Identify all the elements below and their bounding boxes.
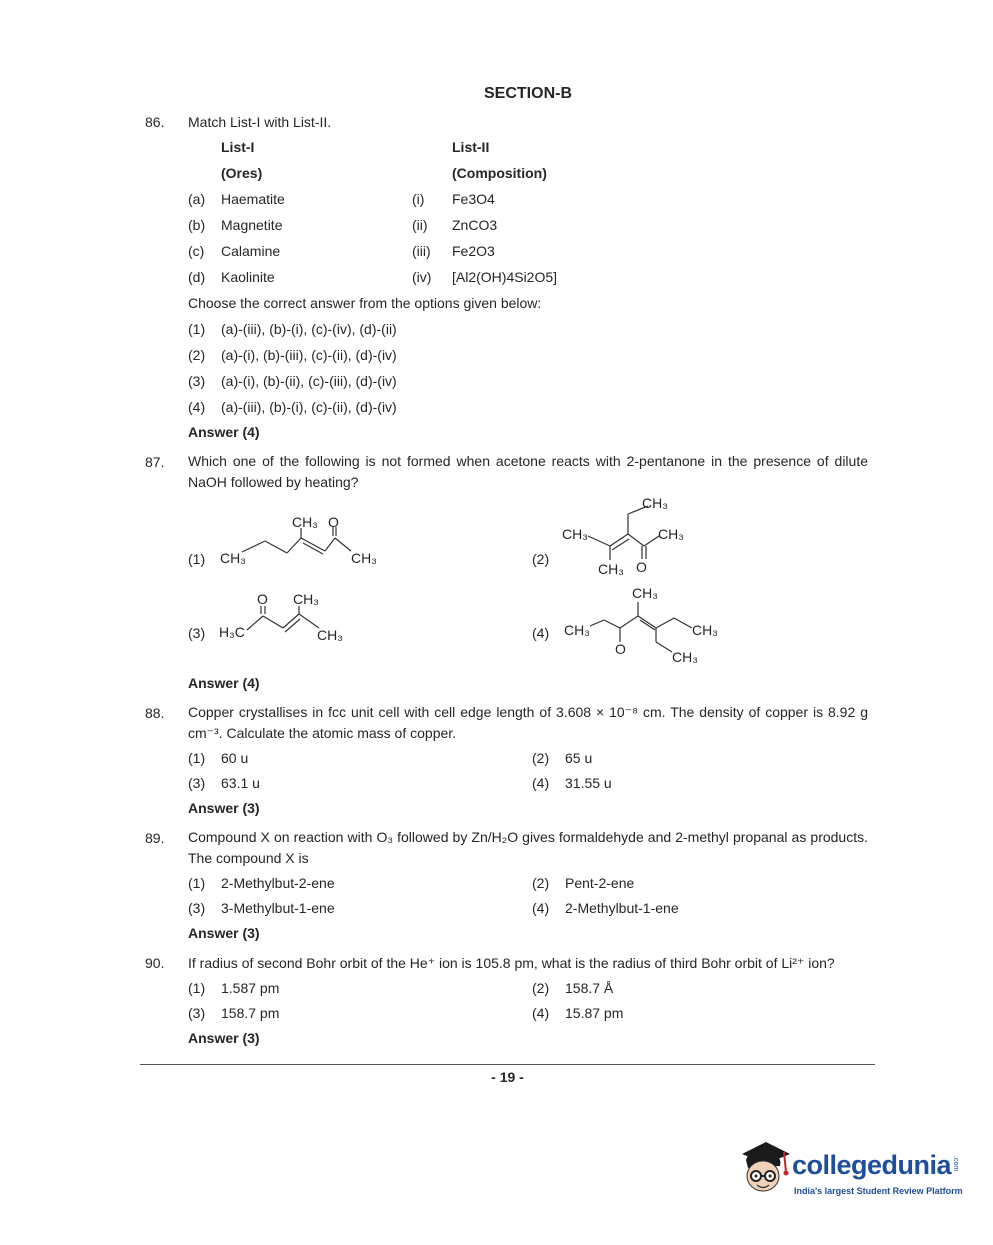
row-label: (a)	[188, 191, 206, 207]
question-number: 86.	[145, 114, 165, 130]
option-text: 158.7 pm	[221, 1005, 280, 1021]
structure-option-3	[215, 586, 355, 648]
oxygen-label: O	[636, 559, 647, 575]
option-label: (4)	[532, 625, 550, 641]
option-text: (a)-(iii), (b)-(i), (c)-(ii), (d)-(iv)	[221, 399, 397, 415]
brand-suffix: .com	[952, 1156, 959, 1172]
option-label: (3)	[188, 900, 206, 916]
option-text: 2-Methylbut-1-ene	[565, 900, 679, 916]
ch3-label: CH₃	[317, 627, 343, 643]
row-label: (b)	[188, 217, 206, 233]
answer: Answer (3)	[188, 800, 260, 816]
question-text: If radius of second Bohr orbit of the He⁺ ion is 105.8 pm, what is the radius of third Bohr orbit of Li²⁺ ion?	[188, 955, 835, 971]
list2-subheader: (Composition)	[452, 165, 547, 181]
composition: [Al2(OH)4Si2O5]	[452, 269, 558, 285]
question-number: 90.	[145, 955, 165, 971]
option-label: (4)	[532, 1005, 550, 1021]
ore-name: Calamine	[221, 243, 281, 259]
brand-logo	[736, 1138, 966, 1208]
list2-header: List-II	[452, 139, 490, 155]
row-numeral: (ii)	[412, 217, 428, 233]
option-text: 63.1 u	[221, 775, 260, 791]
answer: Answer (4)	[188, 424, 260, 440]
question-text: Compound X on reaction with O₃ followed by Zn/H₂O gives formaldehyde and 2-methyl propanal as products. The compound X is	[188, 829, 868, 866]
ch3-label: CH₃	[658, 526, 684, 542]
ch3-label: CH₃	[632, 585, 658, 601]
ch3-label: CH₃	[292, 514, 318, 530]
footer-divider	[140, 1064, 875, 1065]
ch3-label: CH₃	[564, 622, 590, 638]
ch3-label: CH₃	[598, 561, 624, 577]
option-label: (1)	[188, 875, 206, 891]
row-numeral: (iii)	[412, 243, 431, 259]
option-text: 3-Methylbut-1-ene	[221, 900, 335, 916]
question-number: 89.	[145, 830, 165, 846]
structure-option-4	[560, 580, 730, 670]
option-label: (3)	[188, 775, 206, 791]
ch3-label: CH₃	[692, 622, 718, 638]
option-label: (1)	[188, 750, 206, 766]
option-label: (1)	[188, 980, 206, 996]
composition: Fe3O4	[452, 191, 495, 207]
structure-option-2	[558, 492, 698, 582]
ch3-label: CH₃	[642, 495, 668, 511]
question-text: Match List-I with List-II.	[188, 114, 332, 130]
option-label: (4)	[532, 775, 550, 791]
option-text: 60 u	[221, 750, 249, 766]
option-text: 2-Methylbut-2-ene	[221, 875, 335, 891]
row-label: (c)	[188, 243, 205, 259]
ore-name: Haematite	[221, 191, 285, 207]
option-label: (4)	[532, 900, 550, 916]
composition: ZnCO3	[452, 217, 498, 233]
answer: Answer (3)	[188, 1030, 260, 1046]
option-label: (3)	[188, 625, 206, 641]
brand-name: collegedunia	[792, 1150, 952, 1180]
oxygen-label: O	[615, 641, 626, 657]
row-numeral: (i)	[412, 191, 425, 207]
option-label: (1)	[188, 321, 206, 337]
answer: Answer (3)	[188, 925, 260, 941]
question-text: Which one of the following is not formed when acetone reacts with 2-pentanone in the presence of dilute NaOH followed by heating?	[188, 453, 868, 490]
oxygen-label: O	[328, 514, 339, 530]
option-text: Pent-2-ene	[565, 875, 635, 891]
section-title: SECTION-B	[484, 85, 572, 102]
option-label: (4)	[188, 399, 206, 415]
mascot-icon	[736, 1138, 792, 1202]
question-prompt: Choose the correct answer from the options given below:	[188, 295, 542, 311]
composition: Fe2O3	[452, 243, 495, 259]
ore-name: Kaolinite	[221, 269, 275, 285]
option-label: (3)	[188, 373, 206, 389]
list1-header: List-I	[221, 139, 255, 155]
row-numeral: (iv)	[412, 269, 432, 285]
ch3-label: CH₃	[293, 591, 319, 607]
option-label: (2)	[532, 875, 550, 891]
question-number: 88.	[145, 705, 165, 721]
question-text: Copper crystallises in fcc unit cell with cell edge length of 3.608 × 10⁻⁸ cm. The density of copper is 8.92 g cm⁻³. Calculate the atomic mass of copper.	[188, 704, 868, 741]
option-text: 31.55 u	[565, 775, 612, 791]
option-label: (2)	[532, 980, 550, 996]
ch3-label: CH₃	[562, 526, 588, 542]
option-text: (a)-(i), (b)-(ii), (c)-(iii), (d)-(iv)	[221, 373, 397, 389]
question-number: 87.	[145, 454, 165, 470]
row-label: (d)	[188, 269, 206, 285]
list1-subheader: (Ores)	[221, 165, 263, 181]
brand-tagline: India's largest Student Review Platform	[794, 1186, 963, 1196]
option-text: 158.7 Å	[565, 980, 614, 996]
option-label: (2)	[188, 347, 206, 363]
page-number: - 19 -	[491, 1069, 524, 1085]
h3c-label: H₃C	[219, 624, 245, 640]
option-label: (2)	[532, 750, 550, 766]
ch3-label: CH₃	[351, 550, 377, 566]
option-text: 15.87 pm	[565, 1005, 624, 1021]
option-label: (3)	[188, 1005, 206, 1021]
option-label: (2)	[532, 551, 550, 567]
answer: Answer (4)	[188, 675, 260, 691]
structure-option-1	[215, 510, 385, 572]
ore-name: Magnetite	[221, 217, 283, 233]
ch3-label: CH₃	[672, 649, 698, 665]
ch3-label: CH₃	[220, 550, 246, 566]
oxygen-label: O	[257, 591, 268, 607]
option-text: (a)-(i), (b)-(iii), (c)-(ii), (d)-(iv)	[221, 347, 397, 363]
option-text: 65 u	[565, 750, 593, 766]
option-text: (a)-(iii), (b)-(i), (c)-(iv), (d)-(ii)	[221, 321, 397, 337]
option-label: (1)	[188, 551, 206, 567]
option-text: 1.587 pm	[221, 980, 280, 996]
